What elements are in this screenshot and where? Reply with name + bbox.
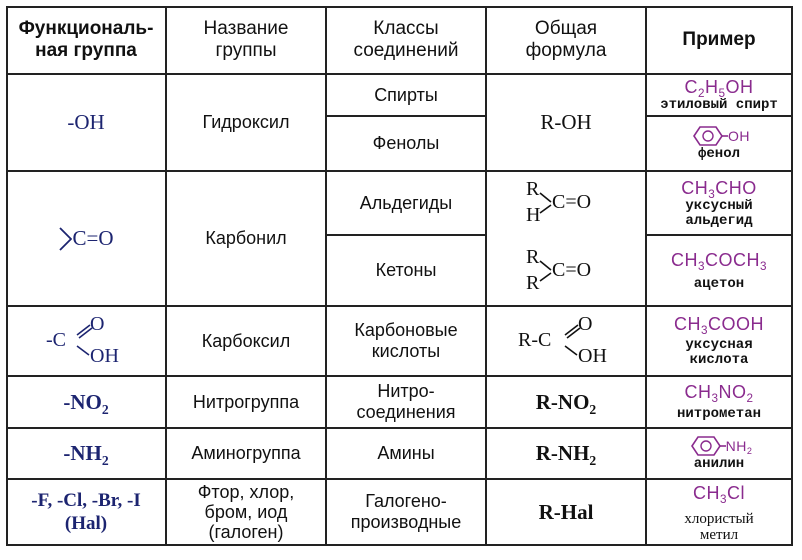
- methyl-chloride-name-line1: хлористый: [684, 511, 754, 527]
- header-group-name: [166, 6, 326, 74]
- acetaldehyde-name-line1: уксусный: [685, 197, 753, 214]
- phenol-structure: [688, 125, 750, 147]
- ethanol-name: этиловый спирт: [660, 97, 778, 113]
- benzene-ring-icon: [688, 125, 728, 147]
- halogen-name-line1: Фтор, хлор,: [197, 482, 295, 502]
- header-general-formula: [486, 6, 646, 74]
- ketone-structure: R R C=O: [524, 246, 608, 296]
- methyl-chloride-name-line2: метил: [699, 527, 739, 543]
- ketone-formula: [486, 235, 646, 306]
- header-group-name-line2: группы: [215, 40, 277, 61]
- header-functional-group-line1: Функциональ-: [18, 18, 154, 39]
- benzene-ring-icon: [686, 435, 726, 457]
- acetaldehyde-example: [646, 171, 792, 235]
- carboxyl-formula: [486, 306, 646, 376]
- halogen-formula-text: R-Hal: [538, 499, 594, 524]
- acetaldehyde-formula: $CH_3CHO$: [681, 177, 757, 201]
- functional-groups-table: [6, 6, 793, 546]
- carbonyl-name: [166, 171, 326, 306]
- header-compound-class-line1: Классы: [373, 18, 439, 39]
- hydroxyl-name-text: Гидроксил: [202, 112, 290, 132]
- nitro-compounds-line1: Нитро-: [377, 381, 435, 401]
- ketone-bonds-icon: [524, 246, 608, 296]
- alcohols-class: [326, 74, 486, 116]
- methyl-chloride-name: [684, 511, 753, 543]
- nitro-group-text: $-NO_2$: [63, 389, 109, 417]
- carboxyl-formula-bonds-icon: [518, 313, 614, 369]
- halogen-name: [166, 479, 326, 545]
- aldehydes-class: [326, 171, 486, 235]
- acetic-acid-example: [646, 306, 792, 376]
- nitromethane-name: нитрометан: [676, 406, 761, 422]
- nitromethane-formula: $CH_3NO_2$: [684, 382, 754, 406]
- aniline-nh2: $NH_2$: [725, 438, 753, 457]
- phenol-oh: OH: [728, 128, 750, 144]
- carboxyl-group: [6, 306, 166, 376]
- phenols-class-text: Фенолы: [372, 133, 440, 153]
- halogen-name-line3: (галоген): [208, 522, 284, 542]
- acetone-formula: $CH_3COCH_3$: [670, 249, 768, 273]
- header-group-name-line1: Название: [203, 18, 289, 39]
- halogen-group-line2: (Hal): [64, 513, 108, 534]
- carboxyl-name: [166, 306, 326, 376]
- header-compound-class-line2: соединений: [353, 40, 459, 61]
- hydroxyl-group: [6, 74, 166, 171]
- ethanol-formula: $C_2H_5OH$: [684, 77, 754, 101]
- halogen-group: [6, 479, 166, 545]
- carboxyl-group-structure: -C O OH: [46, 313, 126, 369]
- acetone-example: [646, 235, 792, 306]
- carboxylic-acids-class: [326, 306, 486, 376]
- amino-name-text: Аминогруппа: [191, 443, 301, 463]
- aldehyde-structure: R H C=O: [524, 178, 608, 228]
- nitro-name: [166, 376, 326, 428]
- acetic-acid-formula: $CH_3COOH$: [673, 314, 764, 338]
- halogen-derivatives-line1: Галогено-: [365, 491, 447, 511]
- nitro-name-text: Нитрогруппа: [192, 391, 300, 412]
- halogen-derivatives-class: [326, 479, 486, 545]
- aniline-structure: [686, 435, 753, 457]
- acetone-name: ацетон: [693, 275, 745, 292]
- ethanol-example: [646, 74, 792, 116]
- header-example-label: Пример: [682, 29, 756, 50]
- carbonyl-group: [6, 171, 166, 306]
- aldehydes-class-text: Альдегиды: [359, 192, 453, 213]
- aniline-name: анилин: [693, 456, 745, 472]
- amino-name: [166, 428, 326, 479]
- header-compound-class: [326, 6, 486, 74]
- nitromethane-example: [646, 376, 792, 428]
- carboxyl-formula-structure: R-C O OH: [518, 313, 614, 369]
- aldehyde-formula: [486, 171, 646, 235]
- header-example: [646, 6, 792, 74]
- phenol-example: [646, 116, 792, 171]
- aldehyde-bonds-icon: [524, 178, 608, 228]
- amino-formula: [486, 428, 646, 479]
- header-general-formula-line1: Общая: [534, 18, 598, 39]
- aniline-example: [646, 428, 792, 479]
- carboxyl-name-text: Карбоксил: [201, 330, 291, 351]
- carbonyl-group-text: C=O: [72, 226, 114, 250]
- nitro-formula-text: $R-NO_2$: [535, 389, 597, 417]
- hydroxyl-formula: [486, 74, 646, 171]
- halogen-group-line1: -F, -Cl, -Br, -I: [31, 490, 141, 511]
- header-functional-group: [6, 6, 166, 74]
- carbonyl-group-structure: [58, 226, 113, 252]
- carboxylic-acids-line1: Карбоновые: [354, 320, 458, 340]
- amino-group-text: $-NH_2$: [63, 441, 109, 468]
- acetic-acid-name-line1: уксусная: [685, 337, 753, 353]
- methyl-chloride-formula: $CH_3Cl$: [692, 483, 745, 507]
- alcohols-class-text: Спирты: [374, 84, 438, 105]
- carbonyl-bonds-icon: [58, 226, 72, 252]
- phenol-name: фенол: [697, 146, 740, 162]
- hydroxyl-group-text: -OH: [67, 110, 105, 134]
- ketones-class: [326, 235, 486, 306]
- amines-class: [326, 428, 486, 479]
- amines-class-text: Амины: [377, 443, 435, 463]
- carboxyl-group-bonds-icon: [46, 313, 126, 369]
- carboxylic-acids-line2: кислоты: [371, 341, 441, 361]
- hydroxyl-formula-text: R-OH: [540, 110, 592, 134]
- acetaldehyde-name-line2: альдегид: [685, 212, 753, 229]
- halogen-name-line2: бром, иод: [204, 502, 288, 522]
- halogen-formula: [486, 479, 646, 545]
- header-general-formula-line2: формула: [525, 40, 607, 61]
- phenols-class: [326, 116, 486, 171]
- nitro-compounds-line2: соединения: [356, 402, 456, 422]
- header-functional-group-line2: ная группа: [35, 40, 137, 61]
- amino-group: [6, 428, 166, 479]
- amino-formula-text: $R-NH_2$: [535, 441, 597, 468]
- methyl-chloride-example: [646, 479, 792, 545]
- nitro-compounds-class: [326, 376, 486, 428]
- ketones-class-text: Кетоны: [375, 260, 437, 280]
- hydroxyl-name: [166, 74, 326, 171]
- carbonyl-name-text: Карбонил: [205, 228, 287, 248]
- nitro-formula: [486, 376, 646, 428]
- nitro-group: [6, 376, 166, 428]
- halogen-derivatives-line2: производные: [350, 512, 462, 532]
- acetic-acid-name-line2: кислота: [689, 352, 749, 368]
